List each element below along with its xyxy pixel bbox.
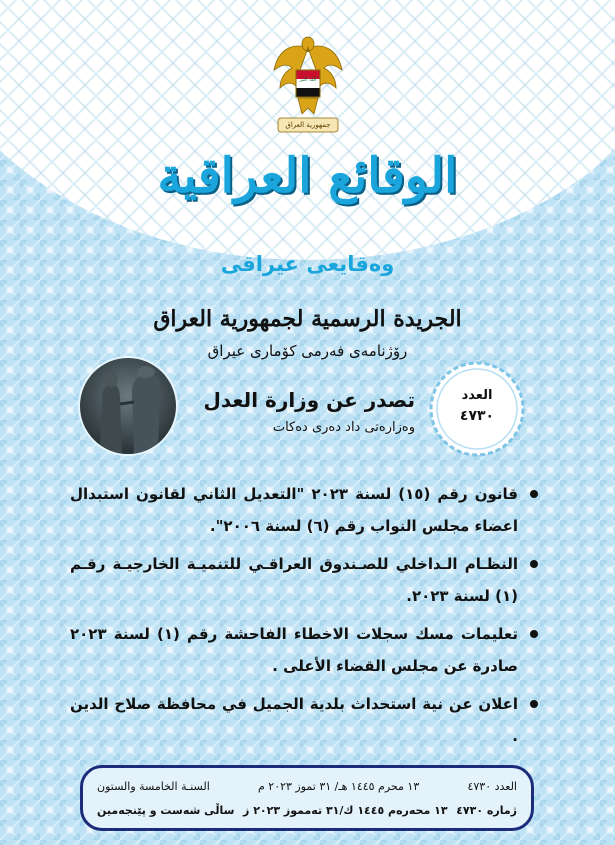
footer-date-kurdish: ١٣ محەرەم ١٤٤٥ ك/٣١ تەمموز ٢٠٢٣ ز: [243, 804, 448, 817]
main-title: الوقائع العراقية: [157, 148, 458, 204]
list-item: [70, 688, 540, 752]
bullet-icon: [530, 560, 538, 568]
list-item: [70, 618, 540, 682]
issue-number-badge: [428, 360, 526, 458]
list-item-text: تعليمات مسك سجلات الاخطاء الفاحشة رقم (١) لسنة ٢٠٢٣ صادرة عن مجلس القضاء الأعلى .: [70, 625, 518, 675]
footer-row-kurdish: [97, 804, 517, 817]
issue-number: ٤٧٣٠: [459, 408, 495, 424]
footer-info-box: [80, 765, 534, 831]
footer-issue-kurdish: ژمارە ٤٧٣٠: [456, 804, 517, 817]
official-gazette-subtitle: الجريدة الرسمية لجمهورية العراق: [153, 306, 462, 332]
list-item-text: قانون رقم (١٥) لسنة ٢٠٢٣ "التعديل الثاني لقانون استبدال اعضاء مجلس النواب رقم (٦) لسنة ٢٠٠٦".: [70, 485, 518, 535]
ministry-line-kurdish: وەزارەتی داد دەری دەکات: [272, 420, 415, 435]
footer-date: ١٣ محرم ١٤٤٥ هـ/ ٣١ تموز ٢٠٢٣ م: [257, 780, 420, 793]
list-item: [70, 548, 540, 612]
list-item: [70, 478, 540, 542]
contents-list: [70, 478, 540, 758]
hammurabi-stele-image: [80, 358, 176, 454]
kurdish-subtitle: رۆژنامەی فەرمی کۆماری عیراق: [207, 342, 408, 360]
issue-label: العدد: [461, 388, 493, 403]
emblem-caption: جمهورية العراق: [285, 121, 331, 129]
list-item-text: النظـام الـداخلي للصـندوق العراقـي للتنميـة الخارجيـة رقـم (١) لسنة ٢٠٢٣.: [70, 555, 518, 605]
emblem-inscription: الله أكبر: [299, 77, 317, 83]
footer-year: السنـة الخامسة والستون: [97, 780, 210, 793]
kurdish-title: وەقایعی عیراقی: [220, 252, 395, 276]
footer-year-kurdish: ساڵی شەست و پێنجەمین: [97, 804, 235, 817]
bullet-icon: [530, 490, 538, 498]
footer-issue: العدد ٤٧٣٠: [467, 780, 517, 793]
ministry-line: تصدر عن وزارة العدل: [203, 388, 415, 412]
footer-row-arabic: [97, 780, 517, 793]
bullet-icon: [530, 630, 538, 638]
list-item-text: اعلان عن نية استحداث بلدية الجميل في محافظة صلاح الدين .: [70, 695, 518, 745]
bullet-icon: [530, 700, 538, 708]
